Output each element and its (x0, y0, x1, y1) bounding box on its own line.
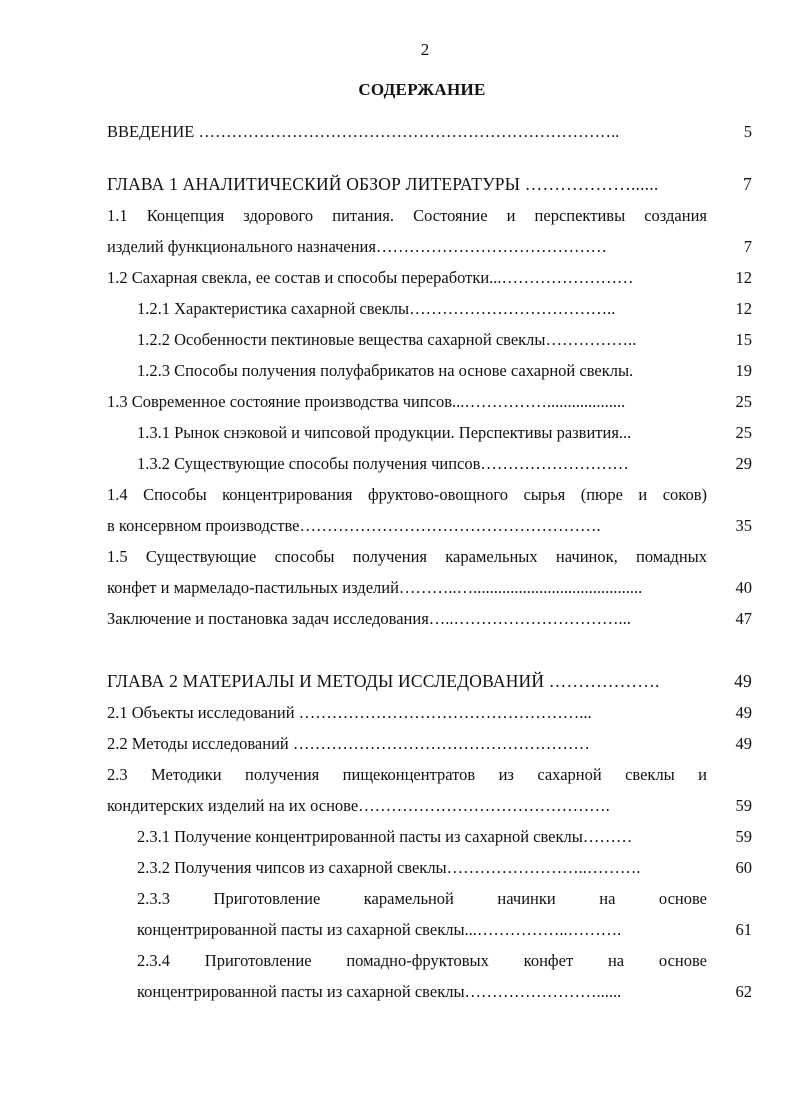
toc-entry-1-2-3 (107, 355, 752, 386)
toc-entry-text: в консервном производстве………………………………………………. (107, 516, 601, 535)
toc-entry-1-4 (107, 510, 752, 541)
toc-entry-page: 15 (735, 330, 752, 349)
toc-entry-1-5 (107, 572, 752, 603)
toc-entry-text: ВВЕДЕНИЕ ………………………………………………………………….. (107, 122, 620, 141)
toc-entry-text: 2.3.1 Получение концентрированной пасты из сахарной свеклы……… (137, 827, 633, 846)
toc-entry-2-3-3 (107, 914, 752, 945)
toc-entry-page: 62 (735, 982, 752, 1001)
toc-entry-text: ГЛАВА 2 МАТЕРИАЛЫ И МЕТОДЫ ИССЛЕДОВАНИЙ ………………. (107, 671, 660, 691)
page-number: 2 (420, 40, 430, 59)
toc-entry-text: 1.2.3 Способы получения полуфабрикатов на основе сахарной свеклы. (137, 361, 634, 380)
toc-entry-conclusion (107, 603, 752, 634)
toc-entry-page: 49 (734, 671, 752, 691)
toc-entry-line: 1.5 Существующие способы получения карамельных начинок, помадных (107, 547, 707, 566)
toc-entry-line: 1.1 Концепция здорового питания. Состояние и перспективы создания (107, 206, 707, 225)
toc-entry-text: 2.1 Объекты исследований ……………………………………………... (107, 703, 592, 722)
toc-entry-line: 2.3.4 Приготовление помадно-фруктовых конфет на основе (137, 951, 707, 970)
toc-entry-page: 29 (735, 454, 752, 473)
toc-entry-page: 7 (743, 174, 752, 194)
toc-entry-text: концентрированной пасты из сахарной свеклы...……………..………. (137, 920, 622, 939)
toc-entry-page: 19 (735, 361, 752, 380)
toc-entry-page: 59 (735, 796, 752, 815)
toc-entry-page: 60 (735, 858, 752, 877)
toc-entry-2-1 (107, 697, 752, 728)
toc-entry-text: 1.3.1 Рынок снэковой и чипсовой продукции. Перспективы развития... (137, 423, 632, 442)
toc-entry-text: Заключение и постановка задач исследования…..…………………………... (107, 609, 631, 628)
toc-entry-page: 5 (743, 122, 752, 141)
toc-entry-page: 25 (735, 423, 752, 442)
toc-entry-text: 2.3.2 Получения чипсов из сахарной свеклы……………………..………. (137, 858, 641, 877)
page-title: СОДЕРЖАНИЕ (358, 80, 486, 99)
toc-entry-text: 1.2.2 Особенности пектиновые вещества сахарной свеклы…………….. (137, 330, 637, 349)
toc-entry-2-3 (107, 790, 752, 821)
toc-entry-page: 25 (735, 392, 752, 411)
toc-entry-text: 1.3.2 Существующие способы получения чипсов……………………… (137, 454, 629, 473)
toc-entry-1-3-2 (107, 448, 752, 479)
toc-entry-text: 2.2 Методы исследований ……………………………………………… (107, 734, 590, 753)
toc-entry-text: ГЛАВА 1 АНАЛИТИЧЕСКИЙ ОБЗОР ЛИТЕРАТУРЫ ………………...... (107, 174, 659, 194)
toc-entry-chapter-2 (107, 666, 752, 697)
toc-entry-1-2-2 (107, 324, 752, 355)
toc-entry-text: 1.3 Современное состояние производства чипсов...……………................... (107, 392, 626, 411)
toc-entry-page: 49 (735, 703, 752, 722)
toc-entry-line: 1.4 Способы концентрирования фруктово-овощного сырья (пюре и соков) (107, 485, 707, 504)
toc-entry-2-3-1 (107, 821, 752, 852)
toc-entry-2-3-4 (107, 976, 752, 1007)
toc-entry-line: 2.3.3 Приготовление карамельной начинки на основе (137, 889, 707, 908)
toc-entry-page: 7 (743, 237, 752, 256)
toc-entry-text: изделий функционального назначения…………………………………… (107, 237, 607, 256)
toc-entry-1-2-1 (107, 293, 752, 324)
toc-entry-text: конфет и мармеладо-пастильных изделий………..…......................................... (107, 578, 643, 597)
toc-entry-1-2 (107, 262, 752, 293)
table-of-contents (107, 116, 752, 1007)
toc-entry-text: концентрированной пасты из сахарной свеклы……………………...... (137, 982, 622, 1001)
toc-entry-page: 40 (735, 578, 752, 597)
toc-entry-1-3 (107, 386, 752, 417)
toc-entry-page: 49 (735, 734, 752, 753)
toc-entry-2-2 (107, 728, 752, 759)
toc-entry-page: 35 (735, 516, 752, 535)
toc-entry-text: 1.2 Сахарная свекла, ее состав и способы переработки...…………………… (107, 268, 634, 287)
toc-entry-1-1 (107, 231, 752, 262)
toc-entry-page: 61 (735, 920, 752, 939)
toc-entry-chapter-1 (107, 169, 752, 200)
toc-entry-text: кондитерских изделий на их основе………………………………………. (107, 796, 610, 815)
toc-entry-2-3-2 (107, 852, 752, 883)
toc-entry-line: 2.3 Методики получения пищеконцентратов из сахарной свеклы и (107, 765, 707, 784)
toc-entry-page: 12 (735, 268, 752, 287)
toc-entry-1-3-1 (107, 417, 752, 448)
toc-entry-page: 59 (735, 827, 752, 846)
toc-entry-page: 12 (735, 299, 752, 318)
toc-entry-introduction (107, 116, 752, 147)
toc-entry-page: 47 (735, 609, 752, 628)
toc-entry-text: 1.2.1 Характеристика сахарной свеклы……………………………….. (137, 299, 616, 318)
